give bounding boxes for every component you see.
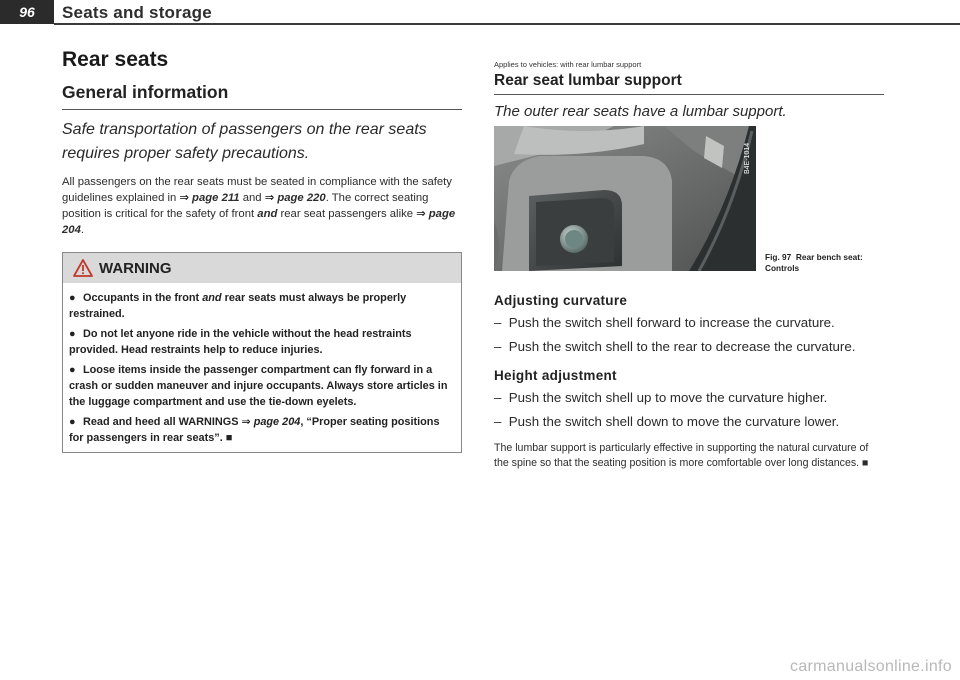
subheading-general-information: General information <box>62 82 462 110</box>
lead-text: Safe transportation of passengers on the rear seats requires proper safety precautions. <box>62 121 427 162</box>
seat-photo-illustration <box>494 126 756 271</box>
figure-rear-bench-controls <box>494 126 756 271</box>
step-item: – Push the switch shell down to move the curvature lower. <box>494 414 840 429</box>
warning-item-text: Loose items inside the passenger compartment can fly forward in a crash or sudden maneuver and injure occupants. Always store articles in the luggage compartment and use the tie-down eyelets. <box>69 364 448 408</box>
warning-triangle-icon <box>73 259 93 277</box>
page-number: 96 <box>0 0 54 24</box>
warning-body <box>63 283 461 452</box>
instructions <box>494 293 884 471</box>
emphasis-and: and <box>257 208 278 220</box>
step-text: Push the switch shell forward to increase the curvature. <box>508 315 835 330</box>
header-rule <box>54 23 960 25</box>
warning-header <box>63 253 461 283</box>
bullet-icon: ● <box>69 416 76 428</box>
body-text-5: . <box>80 224 84 236</box>
body-text-3: . The correct seating position is critical for the safety of front <box>62 192 429 220</box>
page-ref-204-warning[interactable]: ⇒ page 204 <box>241 416 301 428</box>
warning-box <box>62 252 462 453</box>
step-item: – Push the switch shell up to move the curvature higher. <box>494 390 828 405</box>
bullet-icon: ● <box>69 328 76 340</box>
step-text: Push the switch shell to the rear to decrease the curvature. <box>508 339 856 354</box>
page-ref-204[interactable]: ⇒ page 204 <box>62 208 456 236</box>
bullet-icon: ● <box>69 292 76 304</box>
step-item: – Push the switch shell forward to increase the curvature. <box>494 315 835 330</box>
right-column <box>494 60 884 120</box>
body-text-1: All passengers on the rear seats must be seated in compliance with the safety guidelines explained in <box>62 176 452 204</box>
page-ref-211[interactable]: ⇒ page 211 <box>179 192 240 204</box>
figure-code-label <box>742 130 752 174</box>
heading-lumbar-support: Rear seat lumbar support <box>494 72 884 95</box>
applies-to-note: Applies to vehicles: with rear lumbar support <box>494 60 642 69</box>
body-text-2: and <box>239 192 265 204</box>
lumbar-note: The lumbar support is particularly effective in supporting the natural curvature of the spine so that the seating position is more comfortable over long distances. ■ <box>494 442 869 469</box>
warning-item-text: rear seats must always be properly restrained. <box>69 292 407 320</box>
warning-item <box>69 290 455 322</box>
heading-rear-seats: Rear seats <box>62 48 169 71</box>
bullet-icon: ● <box>69 364 76 376</box>
body-text-4: rear seat passengers alike <box>277 208 417 220</box>
figure-number: Fig. 97 <box>765 252 792 262</box>
subheading-height-adjustment: Height adjustment <box>494 368 617 383</box>
warning-label: WARNING <box>99 259 172 277</box>
step-item: – Push the switch shell to the rear to decrease the curvature. <box>494 339 856 354</box>
watermark: carmanualsonline.info <box>790 658 952 675</box>
body-paragraph <box>62 174 462 238</box>
page-ref-220[interactable]: ⇒ page 220 <box>264 192 326 204</box>
figure-caption <box>765 252 875 274</box>
step-text: Push the switch shell up to move the curvature higher. <box>508 390 828 405</box>
step-text: Push the switch shell down to move the curvature lower. <box>508 414 840 429</box>
warning-item-text: Do not let anyone ride in the vehicle without the head restraints provided. Head restraints help to reduce injuries. <box>69 328 412 356</box>
figure-code-text: B4E-1014 <box>744 142 751 174</box>
left-column <box>62 48 462 453</box>
lead-text-right: The outer rear seats have a lumbar support. <box>494 103 787 120</box>
warning-item <box>69 362 455 410</box>
warning-item <box>69 326 455 358</box>
section-title: Seats and storage <box>62 3 212 22</box>
figure-caption-text: Rear bench seat: Controls <box>765 252 863 273</box>
warning-item-emphasis: and <box>202 292 222 304</box>
warning-item-text: Read and heed all WARNINGS <box>83 416 242 428</box>
warning-item <box>69 414 455 446</box>
subheading-adjusting-curvature: Adjusting curvature <box>494 293 628 308</box>
warning-item-text: , “Proper seating positions for passengers in rear seats”. ■ <box>69 416 440 444</box>
warning-item-text: Occupants in the front <box>83 292 203 304</box>
